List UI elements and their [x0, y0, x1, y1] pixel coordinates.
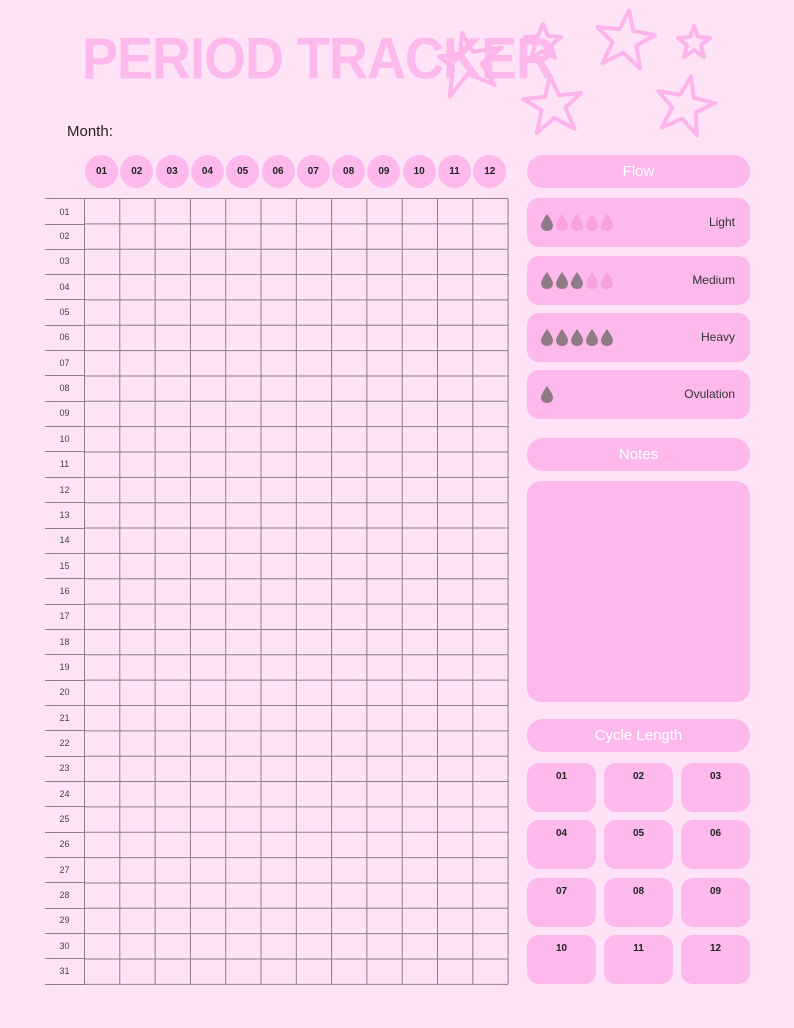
- month-column-02: 02: [120, 155, 153, 188]
- drop-icon: [571, 272, 583, 289]
- drop-icon: [601, 329, 613, 346]
- flow-option-ovulation[interactable]: [527, 370, 750, 419]
- drop-icon: [556, 329, 568, 346]
- drop-icon: [586, 329, 598, 346]
- cycle-length-box-11[interactable]: 11: [604, 935, 673, 984]
- day-row-label-19: 19: [45, 654, 84, 680]
- day-row-label-01: 01: [45, 198, 84, 225]
- drop-icon: [601, 272, 613, 289]
- flow-drops: [541, 329, 613, 346]
- cycle-length-box-02[interactable]: 02: [604, 763, 673, 812]
- drop-icon: [601, 214, 613, 231]
- cycle-length-header: [527, 719, 750, 752]
- day-row-label-24: 24: [45, 781, 84, 807]
- flow-drops: [541, 214, 613, 231]
- month-column-09: 09: [367, 155, 400, 188]
- flow-drops: [541, 386, 553, 403]
- month-column-03: 03: [156, 155, 189, 188]
- drop-icon: [556, 272, 568, 289]
- day-row-label-13: 13: [45, 502, 84, 528]
- day-row-label-05: 05: [45, 299, 84, 325]
- drop-icon: [541, 386, 553, 403]
- month-column-12: 12: [473, 155, 506, 188]
- flow-option-light[interactable]: [527, 198, 750, 247]
- day-row-label-12: 12: [45, 477, 84, 503]
- cycle-length-box-12[interactable]: 12: [681, 935, 750, 984]
- star-icon: [436, 28, 507, 97]
- notes-header-label: Notes: [618, 446, 659, 463]
- day-row-label-22: 22: [45, 730, 84, 756]
- cycle-length-box-09[interactable]: 09: [681, 878, 750, 927]
- day-row-label-14: 14: [45, 528, 84, 554]
- drop-icon: [541, 214, 553, 231]
- cycle-length-header-label: Cycle Length: [594, 727, 683, 744]
- cycle-length-box-04[interactable]: 04: [527, 820, 596, 869]
- day-row-label-11: 11: [45, 452, 84, 478]
- flow-option-medium[interactable]: [527, 256, 750, 305]
- month-column-05: 05: [226, 155, 259, 188]
- day-row-label-10: 10: [45, 426, 84, 452]
- grid-lines: [84, 198, 509, 985]
- flow-option-label: Light: [708, 215, 735, 229]
- month-column-06: 06: [262, 155, 295, 188]
- flow-option-label: Medium: [692, 273, 735, 287]
- drop-icon: [586, 214, 598, 231]
- month-column-07: 07: [297, 155, 330, 188]
- page-title: PERIOD TRACKER: [82, 26, 555, 92]
- star-icon: [593, 6, 658, 70]
- cycle-length-box-03[interactable]: 03: [681, 763, 750, 812]
- day-row-label-03: 03: [45, 249, 84, 275]
- flow-header: [527, 155, 750, 188]
- month-column-08: 08: [332, 155, 365, 188]
- month-label: Month:: [67, 123, 113, 140]
- star-icon: [525, 24, 561, 58]
- drop-icon: [586, 272, 598, 289]
- day-row-label-21: 21: [45, 705, 84, 731]
- month-column-10: 10: [403, 155, 436, 188]
- day-row-label-28: 28: [45, 882, 84, 908]
- star-icon: [651, 71, 719, 138]
- cycle-length-box-10[interactable]: 10: [527, 935, 596, 984]
- day-row-label-06: 06: [45, 325, 84, 351]
- drop-icon: [541, 329, 553, 346]
- star-icon: [678, 26, 710, 57]
- month-column-11: 11: [438, 155, 471, 188]
- flow-drops: [541, 272, 613, 289]
- decorative-stars: [0, 0, 794, 160]
- cycle-length-box-01[interactable]: 01: [527, 763, 596, 812]
- day-row-label-27: 27: [45, 857, 84, 883]
- day-row-label-09: 09: [45, 401, 84, 427]
- cycle-length-box-08[interactable]: 08: [604, 878, 673, 927]
- month-column-01: 01: [85, 155, 118, 188]
- day-row-label-17: 17: [45, 604, 84, 630]
- drop-icon: [571, 329, 583, 346]
- flow-option-label: Heavy: [700, 330, 735, 344]
- day-row-label-20: 20: [45, 680, 84, 706]
- day-row-label-08: 08: [45, 375, 84, 401]
- day-row-label-16: 16: [45, 578, 84, 604]
- notes-area[interactable]: [527, 481, 750, 702]
- day-row-label-15: 15: [45, 553, 84, 579]
- cycle-length-box-05[interactable]: 05: [604, 820, 673, 869]
- drop-icon: [571, 214, 583, 231]
- day-row-label-18: 18: [45, 629, 84, 655]
- day-row-label-26: 26: [45, 832, 84, 858]
- day-row-label-23: 23: [45, 756, 84, 782]
- cycle-length-box-06[interactable]: 06: [681, 820, 750, 869]
- month-column-04: 04: [191, 155, 224, 188]
- flow-header-label: Flow: [622, 163, 655, 180]
- day-row-label-25: 25: [45, 806, 84, 832]
- cycle-length-box-07[interactable]: 07: [527, 878, 596, 927]
- flow-option-label: Ovulation: [684, 387, 735, 401]
- day-row-label-04: 04: [45, 274, 84, 300]
- star-icon: [521, 73, 584, 134]
- day-row-label-31: 31: [45, 959, 84, 985]
- notes-header: [527, 438, 750, 471]
- day-row-label-02: 02: [45, 223, 84, 249]
- day-row-label-07: 07: [45, 350, 84, 376]
- drop-icon: [556, 214, 568, 231]
- flow-option-heavy[interactable]: [527, 313, 750, 362]
- day-row-label-30: 30: [45, 933, 84, 959]
- day-row-label-29: 29: [45, 908, 84, 934]
- drop-icon: [541, 272, 553, 289]
